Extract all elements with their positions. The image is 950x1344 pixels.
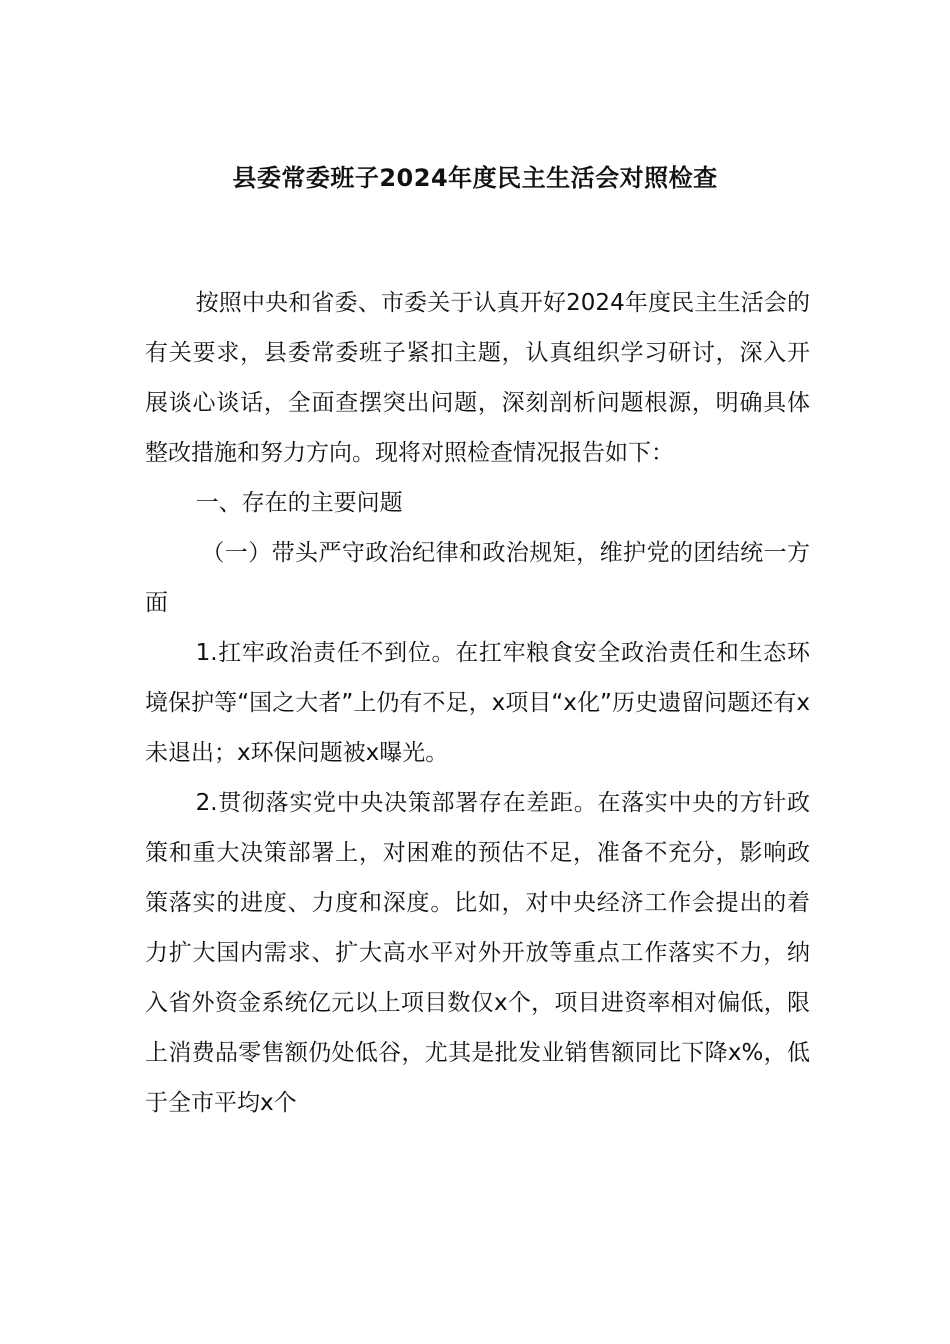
subsection-heading: （一）带头严守政治纪律和政治规矩，维护党的团结统一方面 bbox=[145, 540, 810, 616]
intro-paragraph: 按照中央和省委、市委关于认真开好2024年度民主生活会的有关要求，县委常委班子紧扣主题，认真组织学习研讨，深入开展谈心谈话，全面查摆突出问题，深刻剖析问题根源，明确具体整改措施和努力方向。现将对照检查情况报告如下： bbox=[145, 290, 810, 466]
document-body bbox=[145, 278, 810, 1128]
section-heading: 一、存在的主要问题 bbox=[195, 490, 403, 516]
item-paragraph-1: 1.扛牢政治责任不到位。在扛牢粮食安全政治责任和生态环境保护等“国之大者”上仍有不足，x项目“x化”历史遗留问题还有x未退出；x环保问题被x曝光。 bbox=[145, 640, 810, 766]
document-title: 县委常委班子2024年度民主生活会对照检查 bbox=[232, 164, 718, 192]
item-paragraph-2: 2.贯彻落实党中央决策部署存在差距。在落实中央的方针政策和重大决策部署上，对困难的预估不足，准备不充分，影响政策落实的进度、力度和深度。比如，对中央经济工作会提出的着力扩大国内需求、扩大高水平对外开放等重点工作落实不力，纳入省外资金系统亿元以上项目数仅x个，项目进资率相对偏低，限上消费品零售额仍处低谷，尤其是批发业销售额同比下降x%，低于全市平均x个 bbox=[145, 790, 810, 1116]
